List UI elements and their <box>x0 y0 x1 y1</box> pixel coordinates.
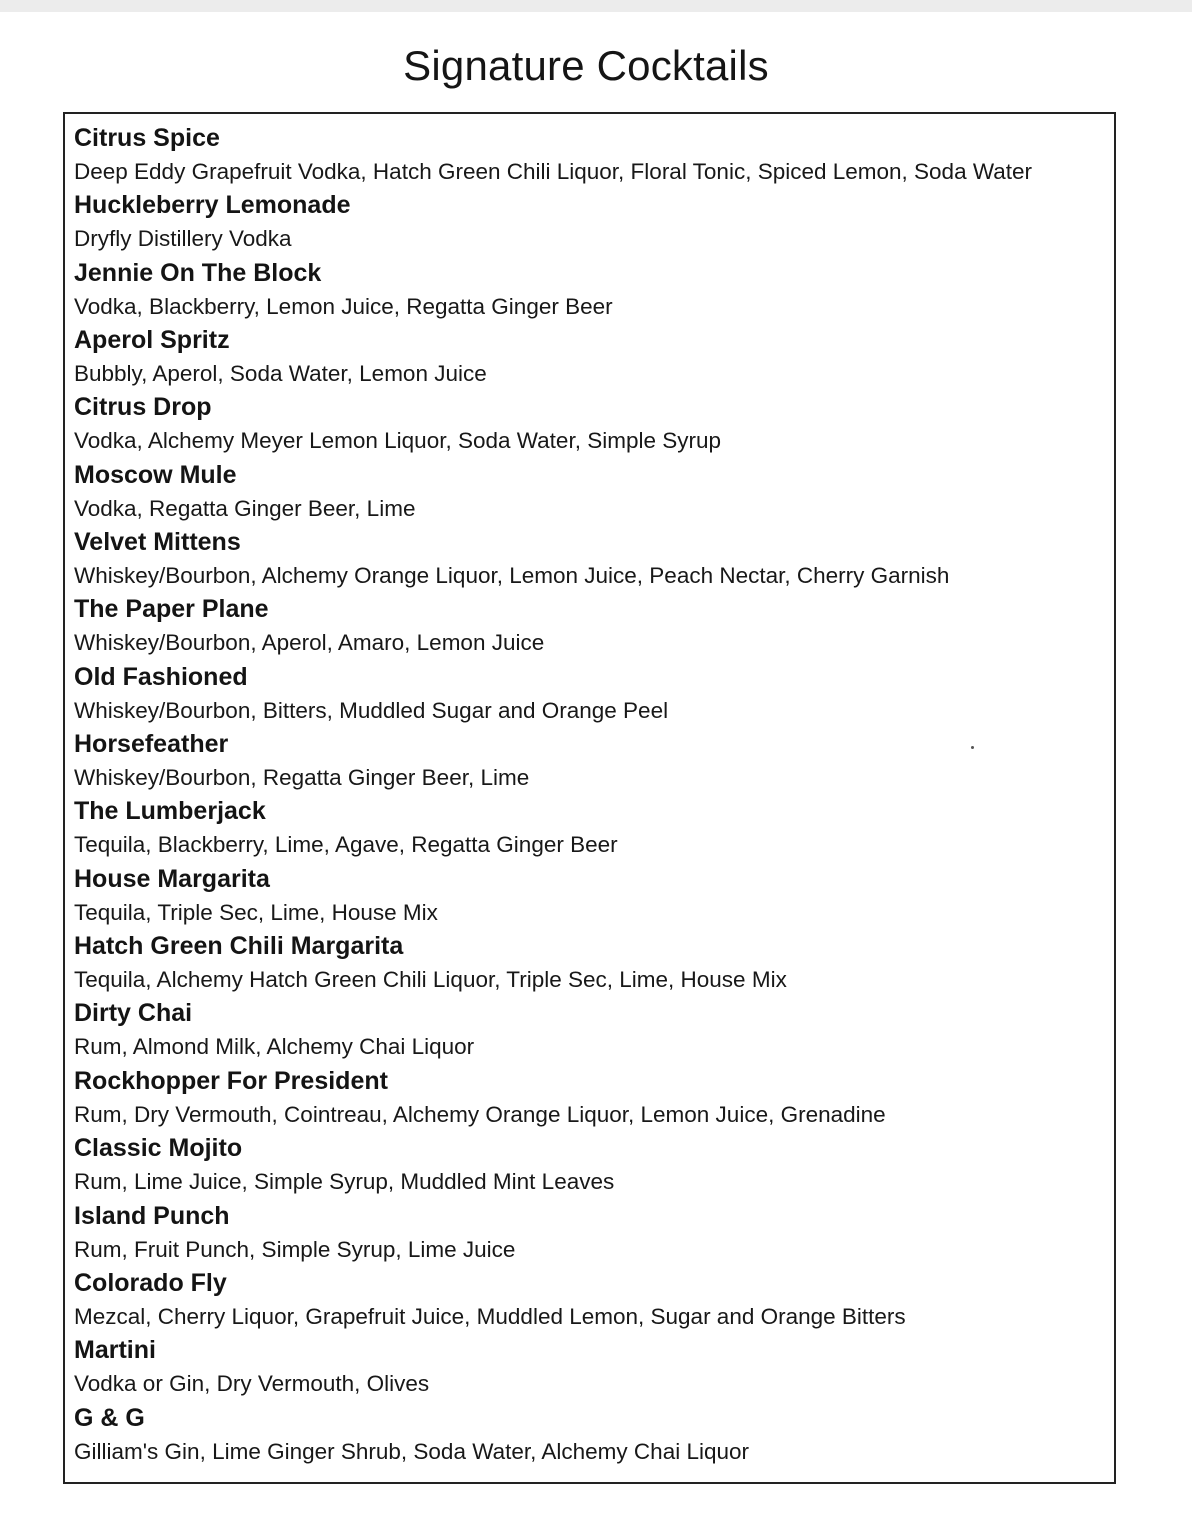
cocktail-name: Citrus Drop <box>74 393 212 422</box>
cocktail-ingredients: Mezcal, Cherry Liquor, Grapefruit Juice, Muddled Lemon, Sugar and Orange Bitters <box>74 1303 906 1329</box>
cocktail-item <box>74 1200 1106 1267</box>
cocktail-ingredients: Rum, Fruit Punch, Simple Syrup, Lime Juice <box>74 1236 516 1262</box>
cocktail-name: The Paper Plane <box>74 595 269 624</box>
cocktail-ingredients: Bubbly, Aperol, Soda Water, Lemon Juice <box>74 361 487 387</box>
cocktail-name: Velvet Mittens <box>74 528 241 557</box>
cocktail-name: Citrus Spice <box>74 124 220 152</box>
cocktail-item <box>74 1132 1106 1199</box>
cocktail-menu-box <box>63 112 1116 1484</box>
cocktail-item <box>74 391 1106 458</box>
cocktail-ingredients: Vodka, Alchemy Meyer Lemon Liquor, Soda Water, Simple Syrup <box>74 428 721 454</box>
cocktail-name: G & G <box>74 1403 145 1432</box>
cocktail-ingredients: Vodka, Regatta Ginger Beer, Lime <box>74 495 416 521</box>
cocktail-name: Dirty Chai <box>74 999 193 1028</box>
cocktail-name: Martini <box>74 1336 156 1365</box>
scan-top-strip <box>0 0 1192 12</box>
cocktail-name: Moscow Mule <box>74 460 237 489</box>
cocktail-item <box>74 593 1106 660</box>
cocktail-name: Island Punch <box>74 1201 230 1230</box>
cocktail-item <box>74 189 1106 256</box>
cocktail-ingredients: Tequila, Blackberry, Lime, Agave, Regatta Ginger Beer <box>74 832 618 858</box>
cocktail-ingredients: Whiskey/Bourbon, Bitters, Muddled Sugar and Orange Peel <box>74 697 669 723</box>
cocktail-ingredients: Whiskey/Bourbon, Aperol, Amaro, Lemon Juice <box>74 630 545 656</box>
cocktail-name: Classic Mojito <box>74 1134 243 1163</box>
cocktail-name: Colorado Fly <box>74 1268 227 1297</box>
cocktail-item <box>74 661 1106 728</box>
cocktail-name: Huckleberry Lemonade <box>74 191 351 220</box>
cocktail-item <box>74 526 1106 593</box>
cocktail-item <box>74 728 1106 795</box>
cocktail-name: Jennie On The Block <box>74 258 322 287</box>
cocktail-list <box>74 122 1106 1469</box>
cocktail-item <box>74 1402 1106 1469</box>
cocktail-item <box>74 459 1106 526</box>
cocktail-name: Old Fashioned <box>74 662 248 691</box>
cocktail-item <box>74 997 1106 1064</box>
cocktail-name: The Lumberjack <box>74 797 266 826</box>
cocktail-name: Hatch Green Chili Margarita <box>74 932 404 961</box>
cocktail-ingredients: Vodka, Blackberry, Lemon Juice, Regatta Ginger Beer <box>74 293 613 319</box>
cocktail-ingredients: Tequila, Alchemy Hatch Green Chili Liquor, Triple Sec, Lime, House Mix <box>74 967 787 993</box>
page-title: Signature Cocktails <box>403 42 769 90</box>
cocktail-name: Rockhopper For President <box>74 1066 388 1095</box>
cocktail-ingredients: Rum, Dry Vermouth, Cointreau, Alchemy Orange Liquor, Lemon Juice, Grenadine <box>74 1101 886 1127</box>
cocktail-ingredients: Tequila, Triple Sec, Lime, House Mix <box>74 899 438 925</box>
cocktail-name: House Margarita <box>74 864 270 893</box>
cocktail-ingredients: Whiskey/Bourbon, Alchemy Orange Liquor, Lemon Juice, Peach Nectar, Cherry Garnish <box>74 563 950 589</box>
cocktail-ingredients: Rum, Lime Juice, Simple Syrup, Muddled Mint Leaves <box>74 1169 615 1195</box>
scan-speck <box>971 746 974 749</box>
cocktail-name: Aperol Spritz <box>74 326 230 355</box>
cocktail-ingredients: Gilliam's Gin, Lime Ginger Shrub, Soda Water, Alchemy Chai Liquor <box>74 1438 749 1464</box>
cocktail-item <box>74 257 1106 324</box>
cocktail-ingredients: Deep Eddy Grapefruit Vodka, Hatch Green Chili Liquor, Floral Tonic, Spiced Lemon, Soda Water <box>74 159 1033 184</box>
cocktail-ingredients: Whiskey/Bourbon, Regatta Ginger Beer, Lime <box>74 765 530 791</box>
cocktail-item <box>74 1267 1106 1334</box>
cocktail-item <box>74 863 1106 930</box>
cocktail-ingredients: Rum, Almond Milk, Alchemy Chai Liquor <box>74 1034 475 1060</box>
cocktail-item <box>74 1334 1106 1401</box>
cocktail-ingredients: Dryfly Distillery Vodka <box>74 226 292 252</box>
cocktail-item <box>74 795 1106 862</box>
cocktail-name: Horsefeather <box>74 730 229 759</box>
cocktail-item <box>74 122 1106 189</box>
cocktail-item <box>74 1065 1106 1132</box>
cocktail-item <box>74 324 1106 391</box>
cocktail-item <box>74 930 1106 997</box>
cocktail-ingredients: Vodka or Gin, Dry Vermouth, Olives <box>74 1371 430 1397</box>
